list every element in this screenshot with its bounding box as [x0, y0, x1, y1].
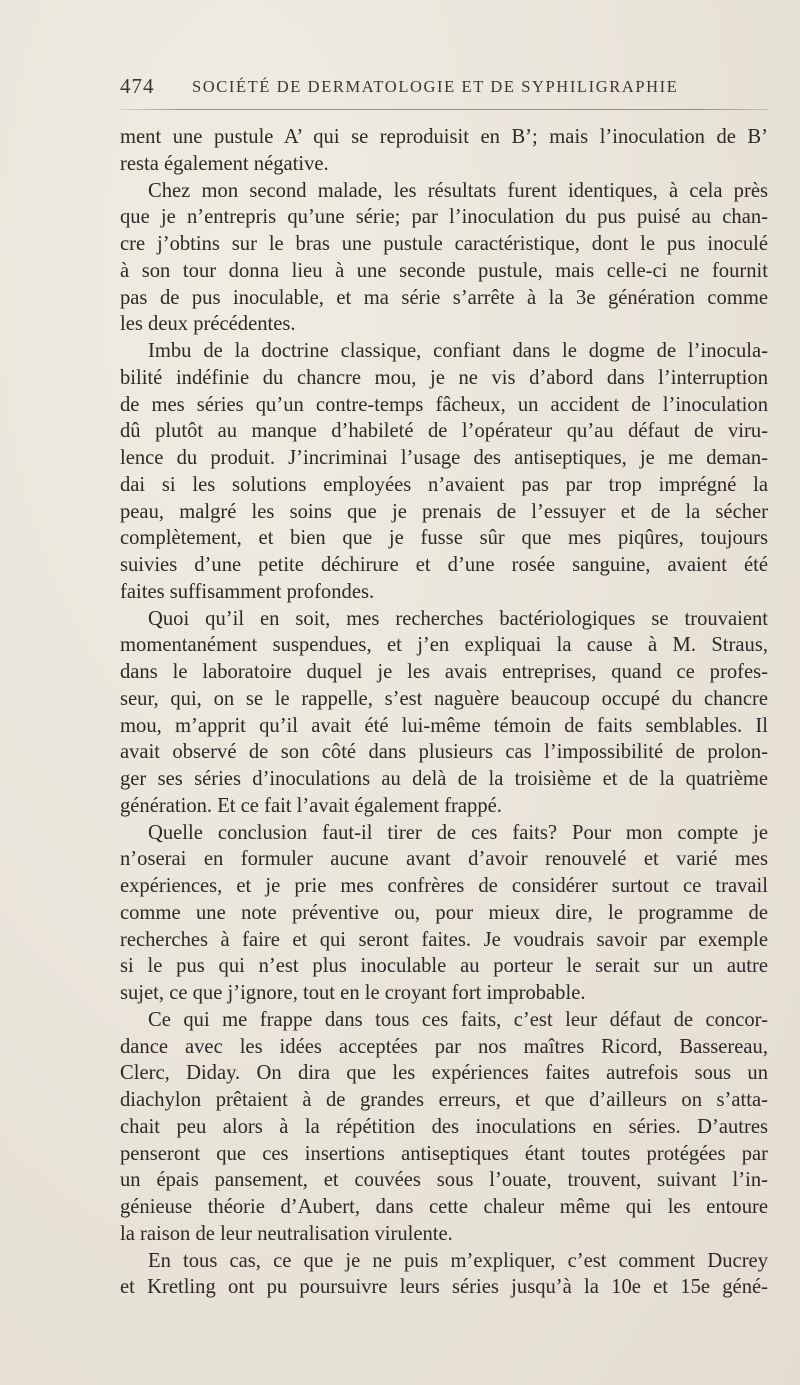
text-line: ger ses séries d’inoculations au delà de la troisième et de la quatrième — [120, 768, 768, 790]
text-line: génieuse théorie d’Aubert, dans cette chaleur même qui les entoure — [120, 1196, 768, 1218]
text-line: la raison de leur neutralisation virulente. — [120, 1222, 453, 1245]
text-line: penseront que ces insertions antiseptiques étant toutes protégées par — [120, 1142, 768, 1165]
text-line: diachylon prêtaient à de grandes erreurs, et que d’ailleurs on s’atta- — [120, 1089, 768, 1111]
text-line: de mes séries qu’un contre-temps fâcheux, un accident de l’inoculation — [120, 393, 768, 416]
text-line: si le pus qui n’est plus inoculable au porteur le serait sur un autre — [120, 955, 768, 978]
text-line: dû plutôt au manque d’habileté de l’opérateur qu’au défaut de viru- — [120, 420, 768, 443]
text-line: avait observé de son côté dans plusieurs cas l’impossibilité de prolon- — [120, 741, 768, 764]
text-line: Ce qui me frappe dans tous ces faits, c’est leur défaut de concor- — [148, 1008, 768, 1031]
text-line: dance avec les idées acceptées par nos maîtres Ricord, Bassereau, — [120, 1035, 768, 1058]
text-line: n’oserai en formuler aucune avant d’avoir renouvelé et varié mes — [120, 848, 768, 871]
page-number: 474 — [120, 74, 155, 98]
text-line: Quelle conclusion faut-il tirer de ces faits? Pour mon compte je — [148, 821, 768, 844]
text-line: pas de pus inoculable, et ma série s’arrête à la 3e génération comme — [120, 286, 768, 309]
text-line: resta également négative. — [120, 152, 329, 175]
text-line: ment une pustule A’ qui se reproduisit en B’; mais l’inoculation de B’ — [120, 126, 768, 148]
text-line: chait peu alors à la répétition des inoculations en séries. D’autres — [120, 1115, 768, 1138]
text-line: les deux précédentes. — [120, 313, 296, 336]
text-line: momentanément suspendues, et j’en expliquai la cause à M. Straus, — [120, 634, 768, 657]
text-line: suivies d’une petite déchirure et d’une rosée sanguine, avaient été — [120, 554, 768, 576]
text-line: dans le laboratoire duquel je les avais entreprises, quand ce profes- — [120, 661, 768, 683]
text-line: faites suffisamment profondes. — [120, 580, 375, 603]
text-line: mou, m’apprit qu’il avait été lui-même témoin de faits semblables. Il — [120, 714, 768, 737]
text-line: un épais pansement, et couvées sous l’ouate, trouvent, suivant l’in- — [120, 1169, 768, 1192]
text-line: Clerc, Diday. On dira que les expériences faites autrefois sous un — [120, 1062, 768, 1085]
text-line: peau, malgré les soins que je prenais de l’essuyer et de la sécher — [120, 500, 768, 523]
text-line: Quoi qu’il en soit, mes recherches bactériologiques se trouvaient — [148, 607, 768, 630]
text-line: génération. Et ce fait l’avait également frappé. — [120, 794, 502, 817]
text-line: et Kretling ont pu poursuivre leurs séries jusqu’à la 10e et 15e géné- — [120, 1276, 768, 1299]
body-text — [120, 124, 768, 1301]
text-line: En tous cas, ce que je ne puis m’expliquer, c’est comment Ducrey — [148, 1249, 768, 1272]
text-line: à son tour donna lieu à une seconde pustule, mais celle-ci ne fournit — [120, 259, 768, 282]
text-line: Chez mon second malade, les résultats furent identiques, à cela près — [148, 179, 768, 202]
text-line: dai si les solutions employées n’avaient pas par trop imprégné la — [120, 473, 768, 496]
text-line: expériences, et je prie mes confrères de considérer surtout ce travail — [120, 875, 768, 897]
text-line: que je n’entrepris qu’une série; par l’inoculation du pus puisé au chan- — [120, 206, 768, 229]
running-title: SOCIÉTÉ DE DERMATOLOGIE ET DE SYPHILIGRAPHIE — [192, 77, 679, 96]
header-rule — [120, 109, 768, 110]
text-line: cre j’obtins sur le bras une pustule caractéristique, dont le pus inoculé — [120, 233, 768, 255]
text-line: bilité indéfinie du chancre mou, je ne vis d’abord dans l’interruption — [120, 366, 768, 389]
text-line: complètement, et bien que je fusse sûr que mes piqûres, toujours — [120, 527, 768, 550]
text-line: sujet, ce que j’ignore, tout en le croyant fort improbable. — [120, 982, 586, 1004]
text-line: seur, qui, on se le rappelle, s’est naguère beaucoup occupé du chancre — [120, 687, 768, 710]
page-header — [120, 74, 768, 102]
text-line: Imbu de la doctrine classique, confiant dans le dogme de l’inocula- — [148, 340, 768, 362]
text-line: recherches à faire et qui seront faites. Je voudrais savoir par exemple — [120, 928, 768, 951]
text-line: comme une note préventive ou, pour mieux dire, le programme de — [120, 901, 768, 924]
text-line: lence du produit. J’incriminai l’usage des antiseptiques, je me deman- — [120, 447, 768, 469]
